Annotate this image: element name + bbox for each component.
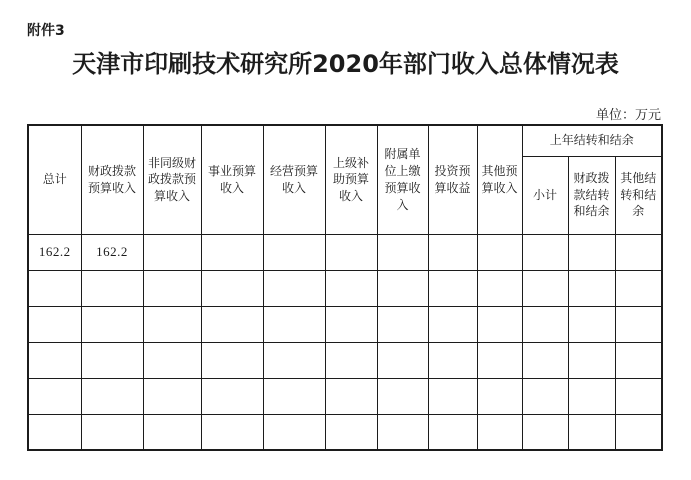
table-cell-r4c7 xyxy=(377,342,428,378)
table-cell-r2c2 xyxy=(81,270,143,306)
table-cell-r6c12 xyxy=(615,414,662,450)
table-cell-r2c5 xyxy=(263,270,325,306)
table-cell-r6c10 xyxy=(522,414,568,450)
table-cell-r1c8 xyxy=(428,234,477,270)
table-cell-r3c5 xyxy=(263,306,325,342)
table-cell-r1c5 xyxy=(263,234,325,270)
header-cell-col12: 其他结转和结余 xyxy=(615,156,662,234)
header-cell-col6: 上级补助预算收入 xyxy=(325,125,377,234)
table-cell-r6c6 xyxy=(325,414,377,450)
table-cell-r6c4 xyxy=(201,414,263,450)
table-cell-r4c12 xyxy=(615,342,662,378)
table-cell-r5c6 xyxy=(325,378,377,414)
header-cell-col8: 投资预算收益 xyxy=(428,125,477,234)
table-cell-r6c5 xyxy=(263,414,325,450)
header-cell-col10: 小计 xyxy=(522,156,568,234)
table-cell-r1c6 xyxy=(325,234,377,270)
table-cell-r4c2 xyxy=(81,342,143,378)
table-cell-r1c12 xyxy=(615,234,662,270)
table-cell-r3c9 xyxy=(477,306,522,342)
table-cell-r2c8 xyxy=(428,270,477,306)
table-cell-r5c2 xyxy=(81,378,143,414)
header-cell-col2: 财政拨款预算收入 xyxy=(81,125,143,234)
table-cell-r2c7 xyxy=(377,270,428,306)
table-cell-r5c12 xyxy=(615,378,662,414)
table-cell-r4c3 xyxy=(143,342,201,378)
table-cell-r2c12 xyxy=(615,270,662,306)
table-cell-r1c2: 162.2 xyxy=(81,234,143,270)
table-cell-r2c9 xyxy=(477,270,522,306)
table-cell-r1c1: 162.2 xyxy=(28,234,81,270)
table-cell-r4c6 xyxy=(325,342,377,378)
table-body xyxy=(28,234,662,450)
table-row-5 xyxy=(28,378,662,414)
header-cell-group: 上年结转和结余 xyxy=(522,125,662,156)
table-row-4 xyxy=(28,342,662,378)
table-cell-r1c11 xyxy=(568,234,615,270)
table-cell-r3c1 xyxy=(28,306,81,342)
table-row-6 xyxy=(28,414,662,450)
table-cell-r1c4 xyxy=(201,234,263,270)
table-cell-r4c8 xyxy=(428,342,477,378)
header-cell-col7: 附属单位上缴预算收入 xyxy=(377,125,428,234)
table-cell-r5c11 xyxy=(568,378,615,414)
page-title: 天津市印刷技术研究所2020年部门收入总体情况表 xyxy=(72,50,619,78)
header-cell-col9: 其他预算收入 xyxy=(477,125,522,234)
table-cell-r5c10 xyxy=(522,378,568,414)
table-cell-r5c8 xyxy=(428,378,477,414)
table-cell-r6c3 xyxy=(143,414,201,450)
table-cell-r6c11 xyxy=(568,414,615,450)
table-row-3 xyxy=(28,306,662,342)
unit-label: 单位：万元 xyxy=(595,107,661,122)
header-cell-col11: 财政拨款结转和结余 xyxy=(568,156,615,234)
table-cell-r1c3 xyxy=(143,234,201,270)
table-cell-r5c1 xyxy=(28,378,81,414)
header-cell-col1: 总计 xyxy=(28,125,81,234)
table-cell-r4c11 xyxy=(568,342,615,378)
table-cell-r2c3 xyxy=(143,270,201,306)
table-cell-r5c7 xyxy=(377,378,428,414)
table-cell-r4c5 xyxy=(263,342,325,378)
table-row-1 xyxy=(28,234,662,270)
table-cell-r6c7 xyxy=(377,414,428,450)
table-cell-r3c10 xyxy=(522,306,568,342)
table-row-2 xyxy=(28,270,662,306)
table-cell-r3c11 xyxy=(568,306,615,342)
header-row-group xyxy=(28,125,662,156)
table-cell-r5c4 xyxy=(201,378,263,414)
attachment-label: 附件3 xyxy=(27,23,65,39)
table-cell-r1c7 xyxy=(377,234,428,270)
table-cell-r6c1 xyxy=(28,414,81,450)
header-cell-col4: 事业预算收入 xyxy=(201,125,263,234)
table-cell-r3c8 xyxy=(428,306,477,342)
table-cell-r4c1 xyxy=(28,342,81,378)
table-cell-r2c6 xyxy=(325,270,377,306)
table-cell-r3c3 xyxy=(143,306,201,342)
table-cell-r2c1 xyxy=(28,270,81,306)
table-cell-r6c9 xyxy=(477,414,522,450)
table-header xyxy=(28,125,662,234)
table-cell-r5c9 xyxy=(477,378,522,414)
table-cell-r6c8 xyxy=(428,414,477,450)
table-cell-r5c5 xyxy=(263,378,325,414)
header-cell-col3: 非同级财政拨款预算收入 xyxy=(143,125,201,234)
table-cell-r1c9 xyxy=(477,234,522,270)
income-summary-table xyxy=(27,124,663,451)
table-cell-r5c3 xyxy=(143,378,201,414)
table-cell-r4c10 xyxy=(522,342,568,378)
table-cell-r1c10 xyxy=(522,234,568,270)
table-cell-r3c12 xyxy=(615,306,662,342)
table-cell-r6c2 xyxy=(81,414,143,450)
table-cell-r4c9 xyxy=(477,342,522,378)
table-cell-r3c4 xyxy=(201,306,263,342)
table-cell-r3c2 xyxy=(81,306,143,342)
table-cell-r2c4 xyxy=(201,270,263,306)
table-cell-r4c4 xyxy=(201,342,263,378)
table-cell-r2c11 xyxy=(568,270,615,306)
table-cell-r3c6 xyxy=(325,306,377,342)
table-cell-r2c10 xyxy=(522,270,568,306)
header-cell-col5: 经营预算收入 xyxy=(263,125,325,234)
table-cell-r3c7 xyxy=(377,306,428,342)
